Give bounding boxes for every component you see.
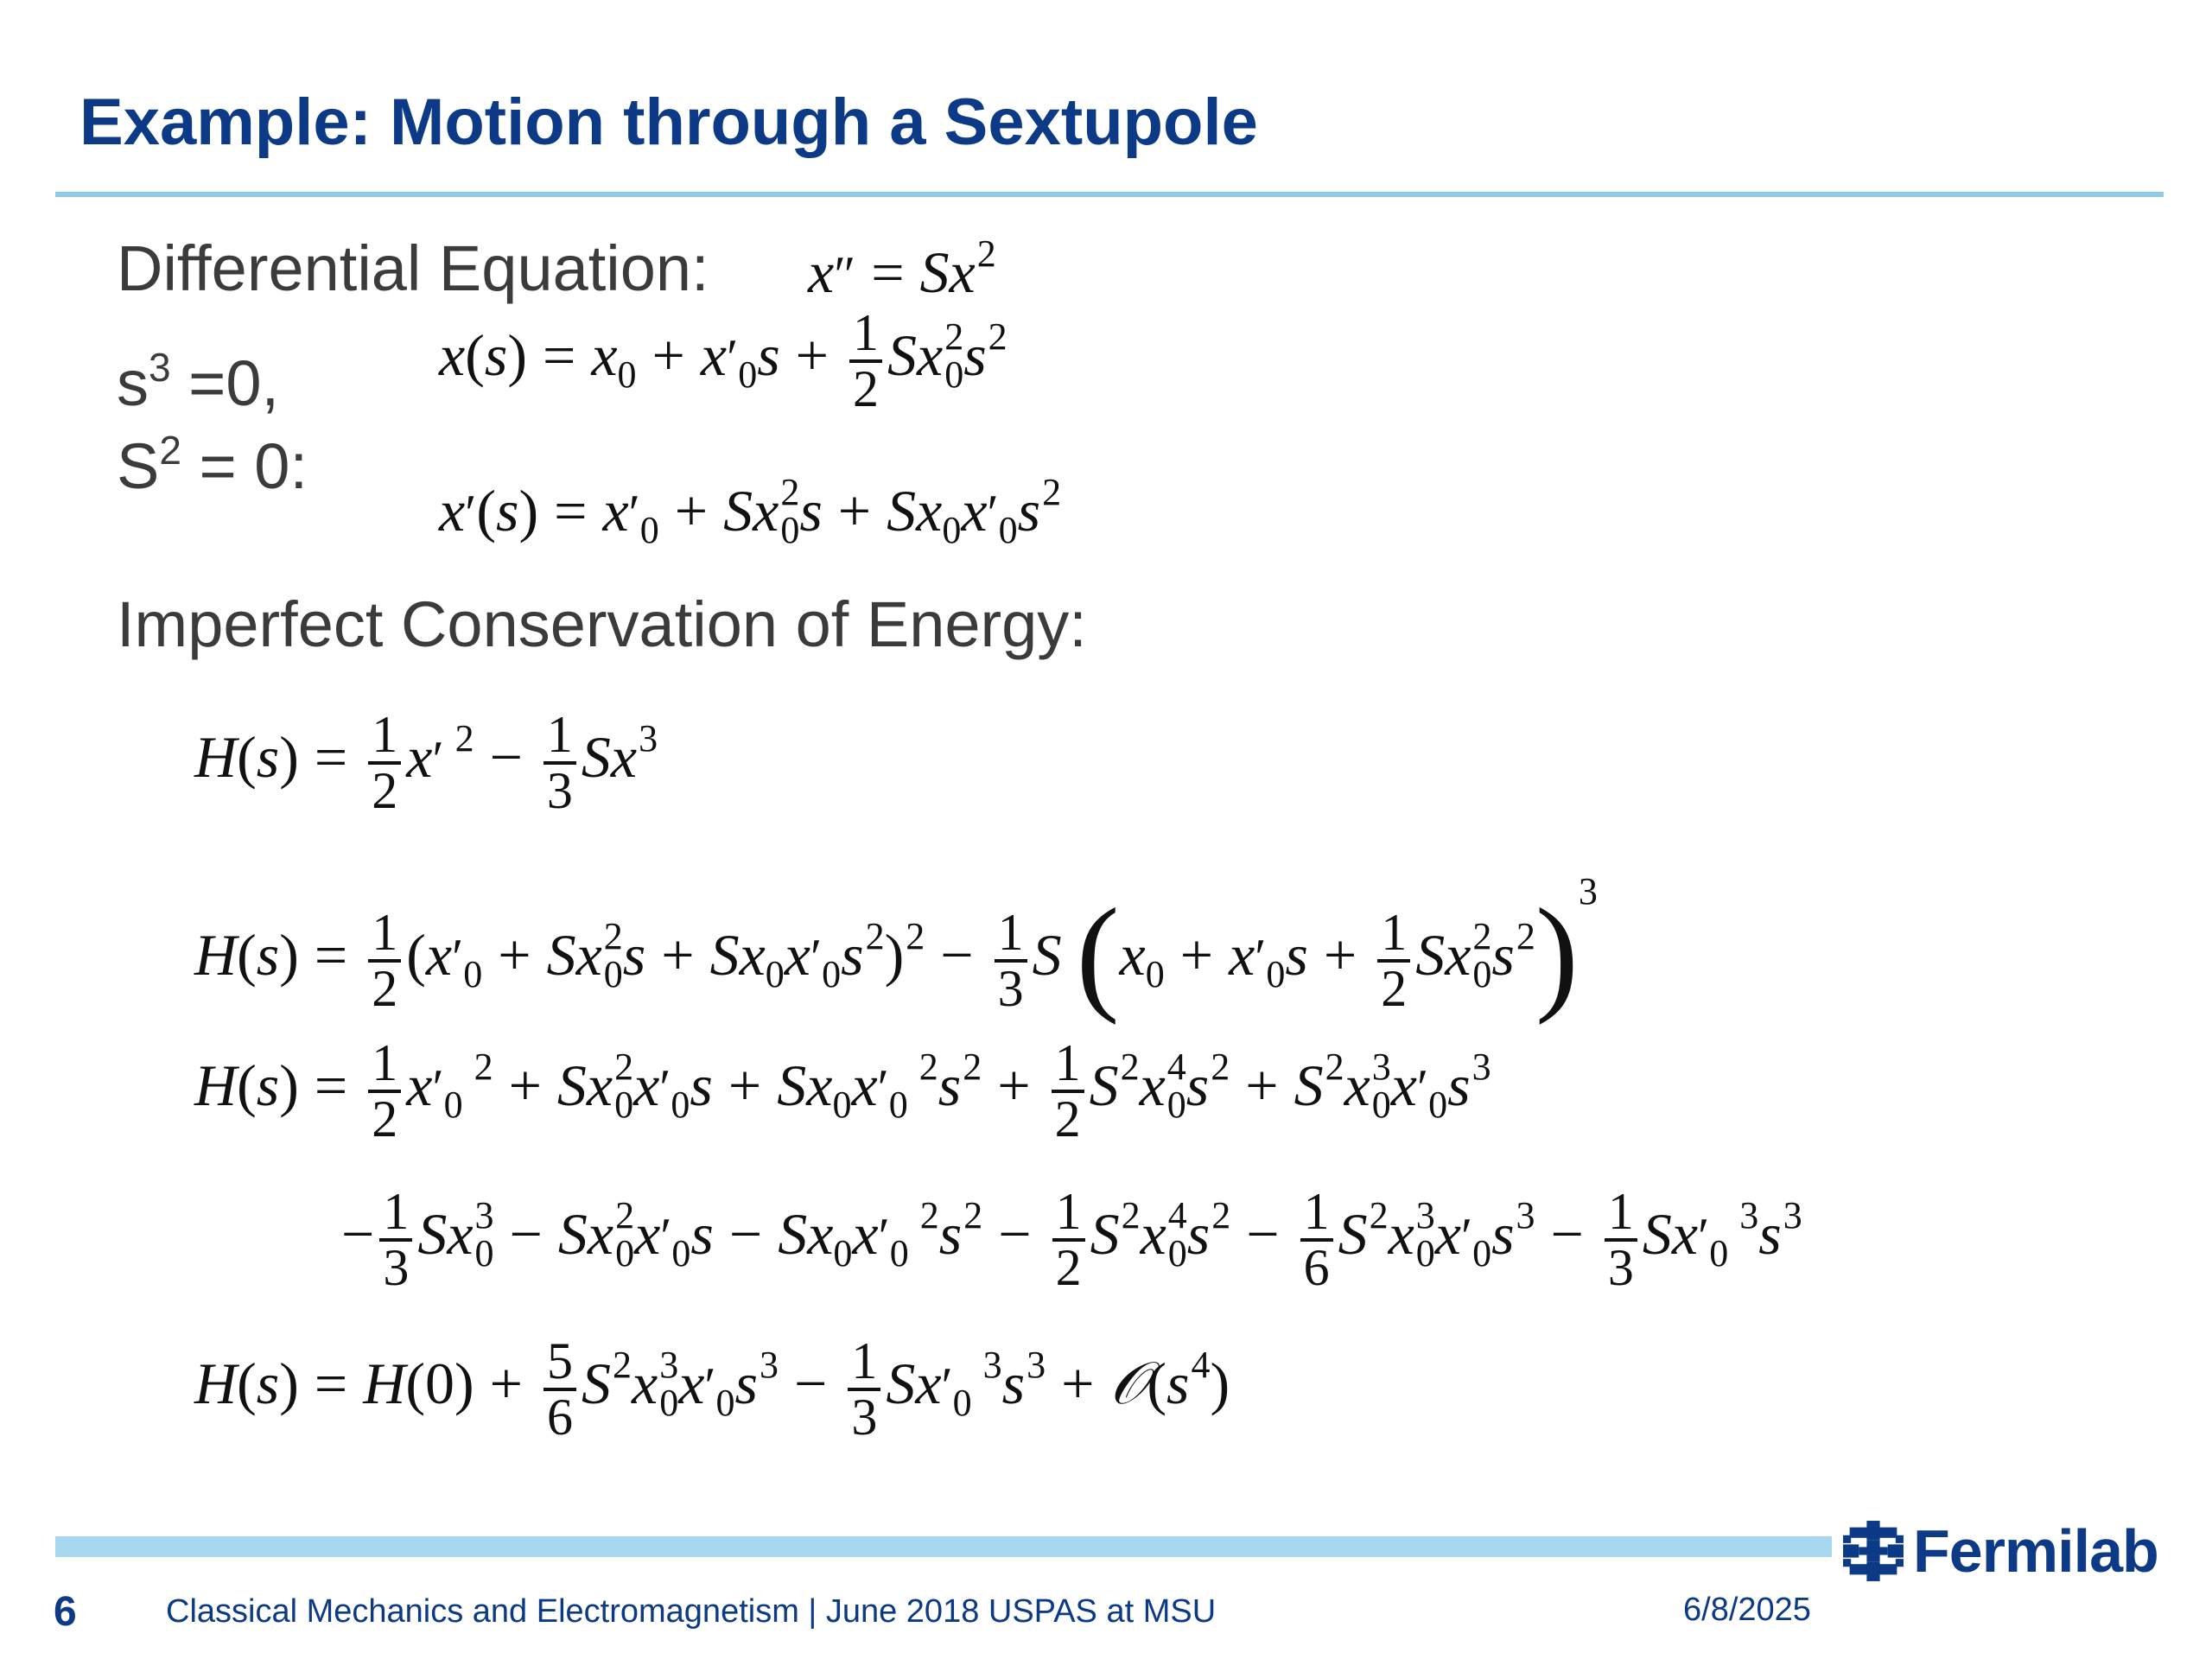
condition-s3: $s^3 =0$,	[117, 345, 280, 419]
hamiltonian-line-5: H(s) = H(0) + $\frac{5}{6}$ $S^2x^3_0x'_0s^3$ − $\frac{1}{3}$ $Sx'_0$ $^3s^3$ + $𝒪(s^4)$	[194, 1332, 1230, 1446]
condition-S2: $S^2 = 0$:	[117, 428, 308, 502]
fermilab-logo-icon	[1840, 1518, 1906, 1584]
logo-text: Fermilab	[1913, 1517, 2158, 1585]
page-number: 6	[54, 1589, 77, 1635]
footer-course: Classical Mechanics and Electromagnetism | June 2018 USPAS at MSU	[166, 1593, 1217, 1630]
x-of-s-equation: $x(s) = x_0 + x'_0s$ + $\frac{1}{2}$ $Sx^2_0s^2$	[439, 304, 1007, 418]
hamiltonian-line-4: − $\frac{1}{3}$ $Sx^3_0 - Sx^2_0x'_0s - Sx_0x'_0$ $^2s^2$ − $\frac{1}{2}$ $S^2x^4_0s^2$ − $\frac{1}{6}$ $S^2x^3_0x'_0s^3$ − $\frac{1}{3}$ $Sx'_0$ $^3s^3$	[341, 1183, 1802, 1297]
hamiltonian-line-1: H(s) = $\frac{1}{2}$ x′ $^2$ − $\frac{1}{3}$ Sx$^3$	[194, 706, 658, 820]
hamiltonian-line-2: H(s) = $\frac{1}{2}$ $(x'_0 + Sx^2_0s + Sx_0x'_0s^2)^2$ − $\frac{1}{3}$ S ($x_0 + x'_0s$ + $\frac{1}{2}$ $Sx^2_0s^2)^3$	[194, 870, 1598, 1026]
diff-eq-label: Differential Equation:	[117, 232, 709, 304]
footer-date: 6/8/2025	[1683, 1592, 1811, 1628]
footer-bar	[55, 1536, 1832, 1557]
x-prime-of-s-equation: $x'(s) = x'_0 + Sx^2_0s + Sx_0x'_0s^2$	[439, 471, 1062, 551]
title-divider	[55, 192, 2164, 197]
hamiltonian-line-3: H(s) = $\frac{1}{2}$ $x'_0$ $^2 + Sx^2_0x'_0s + Sx_0x'_0$ $^2s^2$ + $\frac{1}{2}$ $S^2x^4_0s^2 + S^2x^3_0x'_0s^3$	[194, 1034, 1491, 1148]
slide-title: Example: Motion through a Sextupole	[79, 86, 1258, 159]
fermilab-logo	[1840, 1512, 2158, 1590]
energy-heading: Imperfect Conservation of Energy:	[117, 588, 1087, 660]
diff-eq-formula: $x'' = Sx^2$	[808, 232, 996, 305]
